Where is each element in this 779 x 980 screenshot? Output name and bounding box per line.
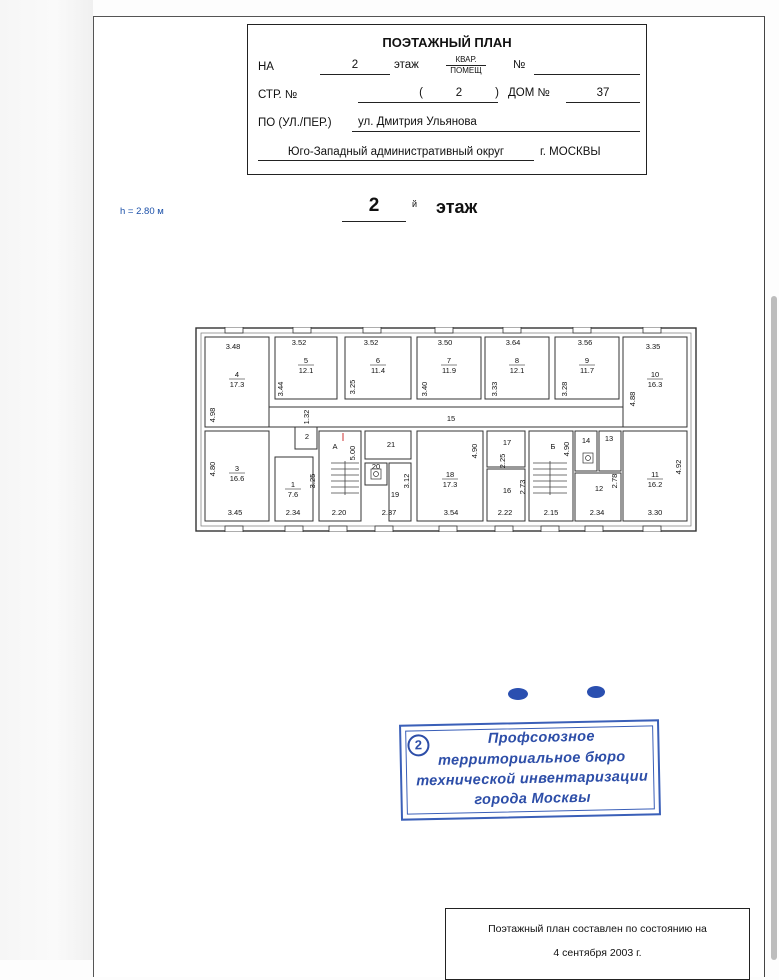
room-area-9: 11.7 [579, 366, 595, 375]
floor-word: этаж [436, 197, 478, 217]
room-number-9: 9 [584, 356, 590, 365]
room-label-Б: Б [550, 442, 556, 451]
page-fold-shadow [0, 0, 93, 960]
dimension-bottom-6: 2.15 [543, 508, 559, 517]
room-label-20: 20 [371, 462, 381, 471]
room-label-12: 12 [594, 484, 604, 493]
room-number-6: 6 [375, 356, 381, 365]
room-area-5: 12.1 [298, 366, 314, 375]
dimension-side-8: 4.92 [674, 459, 683, 475]
room-label-15: 15 [446, 414, 456, 423]
street-value: ул. Дмитрия Ульянова [358, 116, 477, 128]
dimension-top-5: 3.56 [577, 338, 593, 347]
paren-close: ) [495, 87, 499, 99]
room-number-18: 18 [445, 470, 455, 479]
floor-label: этаж [394, 59, 419, 71]
room-label-13: 13 [604, 434, 614, 443]
room-label-19: 19 [390, 490, 400, 499]
stamp-line1: Профсоюзное [487, 728, 595, 747]
room-number-5: 5 [303, 356, 309, 365]
floor-value: 2 [351, 59, 359, 71]
ink-blot [508, 688, 528, 700]
dimension-top-6: 3.35 [645, 342, 661, 351]
dimension-side-0: 4.98 [208, 407, 217, 423]
kvar-label: КВАР. [446, 55, 486, 66]
footer-line2: 4 сентября 2003 г. [553, 947, 642, 959]
dimension-side-14: 2.73 [518, 479, 527, 495]
ink-blot [587, 686, 605, 698]
dimension-side-13: 4.90 [470, 443, 479, 459]
district-value: Юго-Западный административный округ [287, 146, 505, 158]
paren-open: ( [419, 87, 423, 99]
dimension-bottom-2: 2.20 [331, 508, 347, 517]
street-label: ПО (УЛ./ПЕР.) [258, 117, 332, 129]
room-area-10: 16.3 [647, 380, 663, 389]
dimension-top-3: 3.50 [437, 338, 453, 347]
room-label-14: 14 [581, 436, 591, 445]
room-label-2: 2 [304, 432, 310, 441]
room-number-4: 4 [234, 370, 240, 379]
footer-line1: Поэтажный план составлен по состоянию на [488, 923, 707, 935]
dimension-top-1: 3.52 [291, 338, 307, 347]
room-area-7: 11.9 [441, 366, 457, 375]
room-label-16: 16 [502, 486, 512, 495]
dimension-bottom-4: 3.54 [443, 508, 459, 517]
room-area-1: 7.6 [287, 490, 299, 499]
stamp-number: 2 [407, 734, 429, 756]
dimension-top-4: 3.64 [505, 338, 521, 347]
stamp-line4: города Москвы [474, 789, 591, 809]
dimension-top-0: 3.48 [225, 342, 241, 351]
room-number-11: 11 [651, 470, 659, 479]
dimension-side-10: 5.00 [348, 445, 357, 461]
dimension-side-3: 3.25 [348, 379, 357, 395]
dimension-top-2: 3.52 [363, 338, 379, 347]
room-area-3: 16.6 [229, 474, 245, 483]
dimension-side-7: 4.88 [628, 391, 637, 407]
dimension-side-9: 1.32 [302, 409, 311, 425]
dimension-bottom-3: 2.37 [381, 508, 397, 517]
floor-suffix: й [412, 199, 418, 209]
footer-box [445, 908, 750, 980]
dimension-bottom-8: 3.30 [647, 508, 663, 517]
room-number-10: 10 [650, 370, 660, 379]
room-number-7: 7 [446, 356, 452, 365]
room-number-1: 1 [290, 480, 296, 489]
bti-stamp [399, 719, 661, 820]
pomesch-label: ПОМЕЩ [450, 66, 482, 75]
str-label: СТР. № [258, 89, 298, 101]
room-label-17: 17 [502, 438, 512, 447]
dimension-side-6: 3.28 [560, 381, 569, 397]
city-value: г. МОСКВЫ [540, 146, 601, 158]
dimension-bottom-7: 2.34 [589, 508, 605, 517]
document-title: ПОЭТАЖНЫЙ ПЛАН [382, 35, 512, 50]
room-area-4: 17.3 [229, 380, 245, 389]
dimension-side-16: 2.78 [610, 473, 619, 489]
stamp-line3: технической инвентаризации [416, 768, 649, 790]
dimension-side-17: 2.25 [498, 453, 507, 469]
scrollbar-thumb[interactable] [771, 296, 777, 960]
dom-value: 37 [596, 87, 610, 99]
room-area-8: 12.1 [509, 366, 525, 375]
floor-number: 2 [342, 195, 406, 222]
room-area-11: 16.2 [647, 480, 663, 489]
room-number-8: 8 [514, 356, 520, 365]
room-label-21: 21 [386, 440, 396, 449]
dimension-side-15: 4.90 [562, 441, 571, 457]
ceiling-height-label: h = 2.80 м [120, 206, 164, 217]
room-number-3: 3 [234, 464, 240, 473]
na-label: НА [258, 61, 274, 73]
title-block [247, 24, 647, 175]
room-label-А: А [332, 442, 338, 451]
room-area-6: 11.4 [370, 366, 386, 375]
dimension-side-11: 3.25 [308, 473, 317, 489]
dimension-bottom-5: 2.22 [497, 508, 513, 517]
dom-label: ДОМ № [508, 87, 550, 99]
str-value: 2 [455, 87, 463, 99]
dimension-side-2: 3.44 [276, 381, 285, 397]
dimension-bottom-1: 2.34 [285, 508, 301, 517]
dimension-side-4: 3.40 [420, 381, 429, 397]
floor-plan-svg [195, 327, 697, 532]
dimension-bottom-0: 3.45 [227, 508, 243, 517]
dimension-side-1: 4.80 [208, 461, 217, 477]
dimension-side-5: 3.33 [490, 381, 499, 397]
floor-plan [195, 327, 697, 532]
number-sign: № [513, 59, 526, 71]
stamp-line2: территориальное бюро [437, 748, 626, 769]
room-area-18: 17.3 [442, 480, 458, 489]
kvar-pomesch-fraction [446, 55, 486, 76]
dimension-side-12: 3.12 [402, 473, 411, 489]
